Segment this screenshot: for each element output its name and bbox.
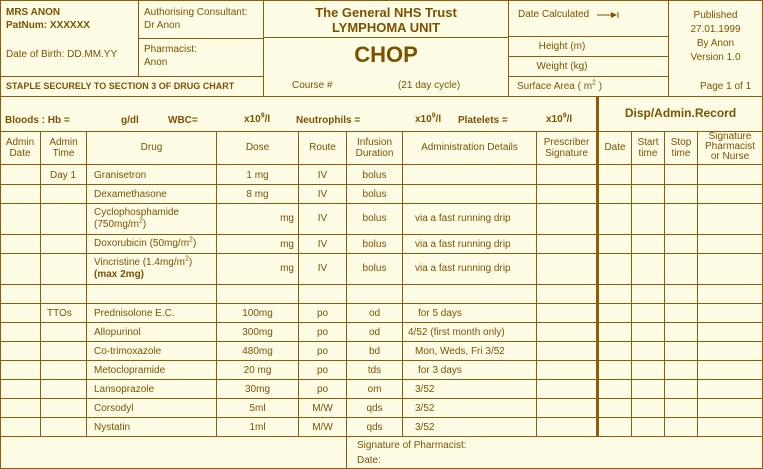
drug-route: M/W bbox=[312, 403, 333, 414]
neutrophils-unit: $x10^9/l$ bbox=[415, 112, 442, 125]
row-line bbox=[0, 234, 763, 235]
drug-infusion: qds bbox=[366, 422, 383, 433]
header-drug: Drug bbox=[140, 142, 163, 153]
drug-name: Cyclophosphamide bbox=[94, 207, 180, 218]
surface-area-label: Surface Area ( $m^2$ ) bbox=[517, 79, 603, 92]
row-line bbox=[0, 253, 763, 254]
drug-details: 3/52 bbox=[415, 384, 435, 395]
header-start-time: Start time bbox=[637, 137, 659, 159]
row-line bbox=[0, 379, 763, 380]
drug-dose: mg bbox=[280, 239, 294, 250]
row-line bbox=[0, 436, 763, 437]
drug-infusion: om bbox=[367, 384, 382, 395]
drug-infusion: bolus bbox=[362, 189, 387, 200]
weight-label: Weight (kg) bbox=[536, 61, 588, 72]
divider bbox=[263, 37, 508, 38]
header-signature: Signature Pharmacist or Nurse bbox=[704, 131, 755, 162]
drug-details: 3/52 bbox=[415, 422, 435, 433]
drug-max-dose: (max 2mg) bbox=[94, 269, 145, 280]
version-label: Version 1.0 bbox=[690, 52, 741, 63]
drug-infusion: bolus bbox=[362, 263, 387, 274]
drug-name: Vincristine $(1.4mg/m^2)$ bbox=[94, 255, 193, 268]
signature-date-label: Date: bbox=[357, 455, 381, 466]
drug-infusion: bolus bbox=[362, 170, 387, 181]
drug-name: Lansoprazole bbox=[94, 384, 155, 395]
pharmacist-label: Pharmacist: bbox=[144, 44, 197, 55]
drug-dose: mg bbox=[280, 213, 294, 224]
header-dose: Dose bbox=[245, 142, 270, 153]
drug-route: IV bbox=[317, 170, 328, 181]
divider bbox=[0, 96, 763, 97]
drug-name: Doxorubicin $(50mg/m^2)$ bbox=[94, 236, 197, 249]
drug-route: po bbox=[316, 384, 329, 395]
divider bbox=[508, 36, 668, 37]
header-infusion: Infusion Duration bbox=[355, 137, 394, 159]
bloods-hb: Bloods : Hb = bbox=[5, 115, 70, 126]
wbc-unit: $x10^9/l$ bbox=[244, 112, 271, 125]
header-route: Route bbox=[309, 142, 336, 153]
divider bbox=[138, 38, 263, 39]
divider bbox=[0, 76, 263, 77]
platelets-unit: $x10^9/l$ bbox=[546, 112, 573, 125]
header-date: Date bbox=[604, 142, 626, 153]
drug-infusion: od bbox=[368, 327, 381, 338]
drug-infusion: bolus bbox=[362, 239, 387, 250]
drug-route: M/W bbox=[312, 422, 333, 433]
regimen-name: CHOP bbox=[354, 42, 418, 67]
drug-details: for 3 days bbox=[418, 365, 462, 376]
row-line bbox=[0, 322, 763, 323]
drug-details: 3/52 bbox=[415, 403, 435, 414]
drug-details: via a fast running drip bbox=[415, 263, 511, 274]
drug-dose: 480mg bbox=[242, 346, 273, 357]
drug-name: Allopurinol bbox=[94, 327, 141, 338]
drug-route: IV bbox=[317, 239, 328, 250]
pharmacist-name: Anon bbox=[144, 57, 168, 68]
platelets-label: Platelets = bbox=[458, 115, 508, 126]
header-stop-time: Stop time bbox=[670, 137, 692, 159]
row-line bbox=[0, 184, 763, 185]
drug-route: IV bbox=[317, 213, 328, 224]
page-number: Page 1 of 1 bbox=[700, 81, 752, 92]
arrow-icon bbox=[597, 10, 621, 20]
divider bbox=[0, 164, 763, 165]
row-line bbox=[0, 203, 763, 204]
drug-route: po bbox=[316, 308, 329, 319]
published-label: Published bbox=[693, 10, 738, 21]
row-line bbox=[0, 398, 763, 399]
drug-infusion: od bbox=[368, 308, 381, 319]
date-calculated-label: Date Calculated bbox=[518, 9, 590, 20]
drug-infusion: bd bbox=[368, 346, 381, 357]
drug-details: 4/52 (first month only) bbox=[408, 327, 505, 338]
drug-name: Dexamethasone bbox=[94, 189, 167, 200]
staple-note: STAPLE SECURELY TO SECTION 3 OF DRUG CHART bbox=[6, 81, 235, 91]
height-label: Height (m) bbox=[538, 41, 586, 52]
drug-dose: 100mg bbox=[242, 308, 273, 319]
drug-infusion: bolus bbox=[362, 213, 387, 224]
drug-name: Nystatin bbox=[94, 422, 131, 433]
drug-dose: 20 mg bbox=[243, 365, 272, 376]
drug-dose: 1 mg bbox=[246, 170, 269, 181]
published-date: 27.01.1999 bbox=[690, 24, 741, 35]
drug-strength: $(750mg/m^2)$ bbox=[94, 217, 147, 230]
divider bbox=[508, 76, 668, 77]
border-top bbox=[0, 0, 763, 1]
row-line bbox=[0, 303, 763, 304]
unit-name: LYMPHOMA UNIT bbox=[331, 20, 441, 35]
divider bbox=[508, 56, 668, 57]
header-admin-time: Admin Time bbox=[49, 137, 78, 159]
row-line bbox=[0, 417, 763, 418]
wbc-label: WBC= bbox=[168, 115, 198, 126]
col-line bbox=[346, 131, 347, 469]
drug-details: via a fast running drip bbox=[415, 213, 511, 224]
drug-details: via a fast running drip bbox=[415, 239, 511, 250]
drug-details: Mon, Weds, Fri 3/52 bbox=[415, 346, 505, 357]
published-by: By Anon bbox=[696, 38, 735, 49]
drug-details: for 5 days bbox=[418, 308, 462, 319]
drug-route: po bbox=[316, 346, 329, 357]
drug-infusion: qds bbox=[366, 403, 383, 414]
drug-dose: 30mg bbox=[244, 384, 270, 395]
row-line bbox=[0, 341, 763, 342]
drug-dose: 300mg bbox=[242, 327, 273, 338]
trust-name: The General NHS Trust bbox=[315, 5, 457, 20]
drug-name: Metoclopramide bbox=[94, 365, 166, 376]
drug-infusion: tds bbox=[367, 365, 382, 376]
patient-number: PatNum: XXXXXX bbox=[6, 20, 90, 31]
pharmacist-signature-label: Signature of Pharmacist: bbox=[357, 440, 467, 451]
row-line bbox=[0, 360, 763, 361]
drug-name: Co-trimoxazole bbox=[94, 346, 162, 357]
drug-name: Granisetron bbox=[94, 170, 147, 181]
header-admin-date: Admin Date bbox=[5, 137, 35, 159]
consultant-name: Dr Anon bbox=[144, 20, 181, 31]
drug-route: IV bbox=[317, 189, 328, 200]
drug-route: po bbox=[316, 327, 329, 338]
neutrophils-label: Neutrophils = bbox=[296, 115, 361, 126]
consultant-label: Authorising Consultant: bbox=[144, 7, 248, 18]
header-details: Administration Details bbox=[421, 142, 518, 153]
course-label: Course # bbox=[292, 80, 333, 91]
drug-name: Prednisolone E.C. bbox=[94, 308, 175, 319]
drug-dose: mg bbox=[280, 263, 294, 274]
ttos-label: TTOs bbox=[47, 308, 72, 319]
patient-name: MRS ANON bbox=[6, 7, 61, 18]
patient-dob: Date of Birth: DD.MM.YY bbox=[6, 49, 118, 60]
drug-name: Corsodyl bbox=[94, 403, 134, 414]
drug-dose: 8 mg bbox=[246, 189, 269, 200]
row-line bbox=[0, 284, 763, 285]
drug-dose: 1ml bbox=[249, 422, 266, 433]
hb-unit: g/dl bbox=[121, 115, 139, 126]
cycle-label: (21 day cycle) bbox=[398, 80, 461, 91]
disp-admin-title: Disp/Admin.Record bbox=[624, 106, 737, 120]
day-label: Day 1 bbox=[50, 170, 77, 181]
drug-route: IV bbox=[317, 263, 328, 274]
divider bbox=[0, 131, 763, 132]
drug-dose: 5ml bbox=[249, 403, 266, 414]
header-prescriber: Prescriber Signature bbox=[543, 137, 590, 159]
drug-route: po bbox=[316, 365, 329, 376]
